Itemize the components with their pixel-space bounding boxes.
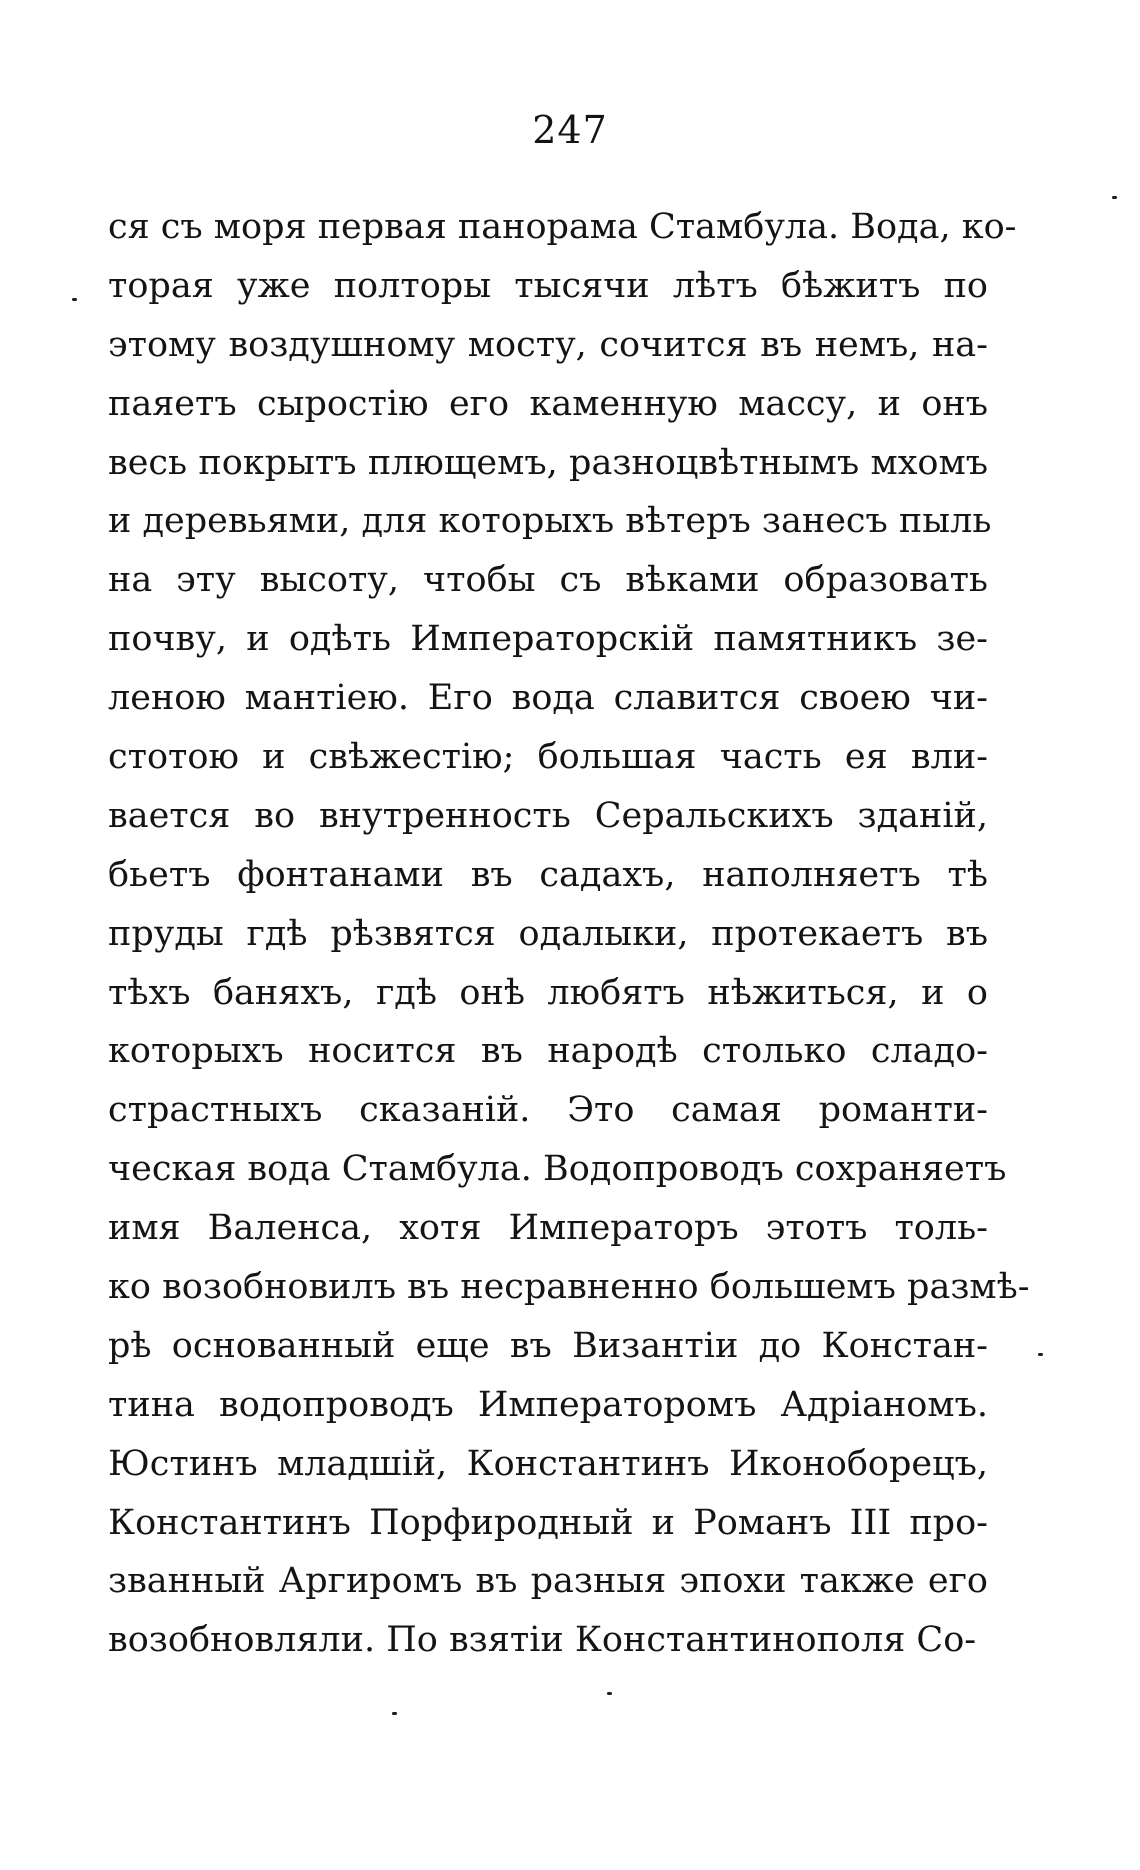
body-text (108, 198, 1030, 1670)
text-line: стотою и свѣжестію; большая часть ея вли- (108, 737, 988, 778)
text-line: имя Валенса, хотя Императоръ этотъ толь- (108, 1208, 988, 1249)
text-line: Константинъ Порфиродный и Романъ III про- (108, 1502, 988, 1543)
text-line: паяетъ сыростію его каменную массу, и онъ (108, 383, 988, 424)
scan-speck (607, 1692, 612, 1695)
text-line: тина водопроводъ Императоромъ Адріаномъ. (108, 1384, 988, 1425)
scan-speck (392, 1712, 397, 1715)
text-line: ческая вода Стамбула. Водопроводъ сохраняетъ (108, 1149, 1007, 1190)
text-line: на эту высоту, чтобы съ вѣками образовать (108, 560, 988, 601)
text-line: этому воздушному мосту, сочится въ немъ, на- (108, 324, 988, 365)
text-line: возобновляли. По взятіи Константинополя Со- (108, 1620, 977, 1661)
text-line: Юстинъ младшій, Константинъ Иконоборецъ, (108, 1443, 988, 1484)
text-line: страстныхъ сказаній. Это самая романти- (108, 1090, 988, 1131)
scan-speck (72, 298, 77, 301)
text-line: которыхъ носится въ народѣ столько сладо- (108, 1031, 988, 1072)
text-line: вается во внутренность Серальскихъ зданій, (108, 795, 988, 836)
scan-speck (1112, 196, 1117, 199)
text-line: ко возобновилъ въ несравненно большемъ размѣ- (108, 1267, 1030, 1308)
text-line: ся съ моря первая панорама Стамбула. Вода, ко- (108, 207, 1017, 247)
text-line: торая уже полторы тысячи лѣтъ бѣжитъ по (108, 265, 988, 306)
text-line: почву, и одѣть Императорскій памятникъ зе- (108, 619, 988, 660)
text-line: леною мантіею. Его вода славится своею чи- (108, 678, 988, 719)
text-line: тѣхъ баняхъ, гдѣ онѣ любятъ нѣжиться, и о (108, 972, 988, 1013)
text-line: весь покрытъ плющемъ, разноцвѣтнымъ мхомъ (108, 442, 988, 483)
text-line: и деревьями, для которыхъ вѣтеръ занесъ пыль (108, 501, 992, 542)
scan-speck (1038, 1353, 1043, 1356)
text-line: званный Аргиромъ въ разныя эпохи также его (108, 1561, 988, 1602)
text-line: рѣ основанный еще въ Византіи до Констан- (108, 1325, 988, 1366)
page-number: 247 (532, 108, 608, 152)
text-line: бьетъ фонтанами въ садахъ, наполняетъ тѣ (108, 854, 988, 895)
text-line: пруды гдѣ рѣзвятся одалыки, протекаетъ въ (108, 913, 988, 954)
